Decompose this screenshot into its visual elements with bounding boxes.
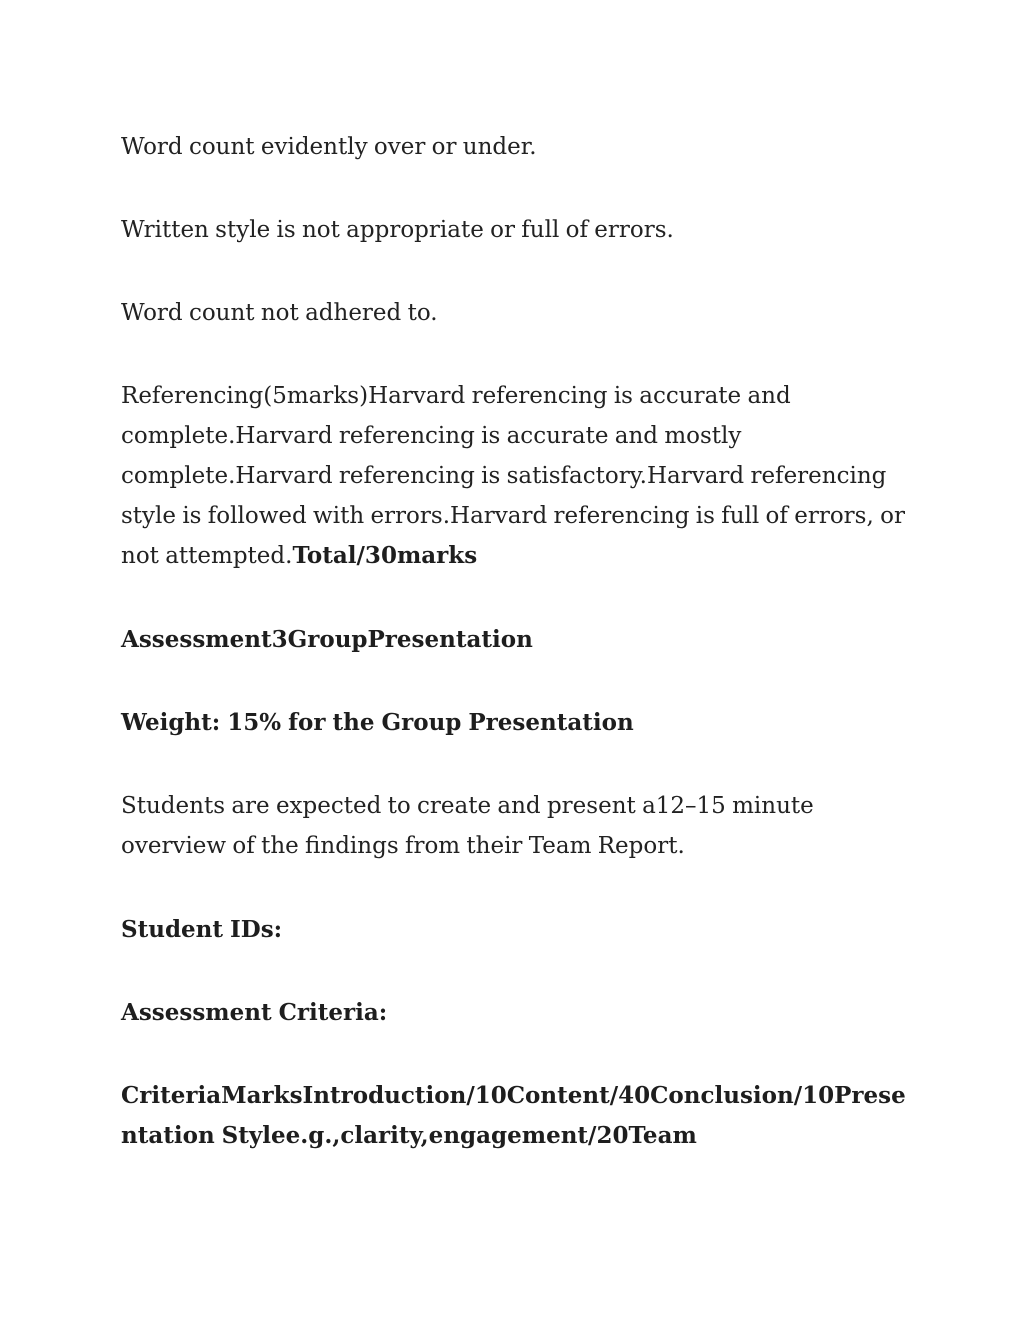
presentation-description: Students are expected to create and present a12–15 minute overview of the findings from their Team Report. (121, 793, 814, 859)
word-count-adherence-criterion: Word count not adhered to. (121, 300, 438, 326)
criteria-marks-table-text: CriteriaMarksIntroduction/10Content/40Conclusion/10Presentation Stylee.g.,clarity,engagement/20Team (121, 1082, 906, 1149)
word-count-criterion: Word count evidently over or under. (121, 134, 537, 160)
written-style-criterion: Written style is not appropriate or full of errors. (121, 217, 674, 243)
weight-heading: Weight: 15% for the Group Presentation (121, 709, 634, 736)
referencing-criteria-text: Referencing(5marks)Harvard referencing is accurate and complete.Harvard referencing is accurate and mostly complete.Harvard referencing is satisfactory.Harvard referencing style is followed with errors.Harvard referencing is full of errors, or not attempted. (121, 383, 905, 569)
assessment-criteria-label: Assessment Criteria: (121, 999, 388, 1026)
total-marks-label: Total/30marks (292, 542, 478, 569)
assessment-heading: Assessment3GroupPresentation (121, 626, 533, 653)
student-ids-label: Student IDs: (121, 916, 283, 943)
referencing-criteria-paragraph (121, 376, 911, 576)
